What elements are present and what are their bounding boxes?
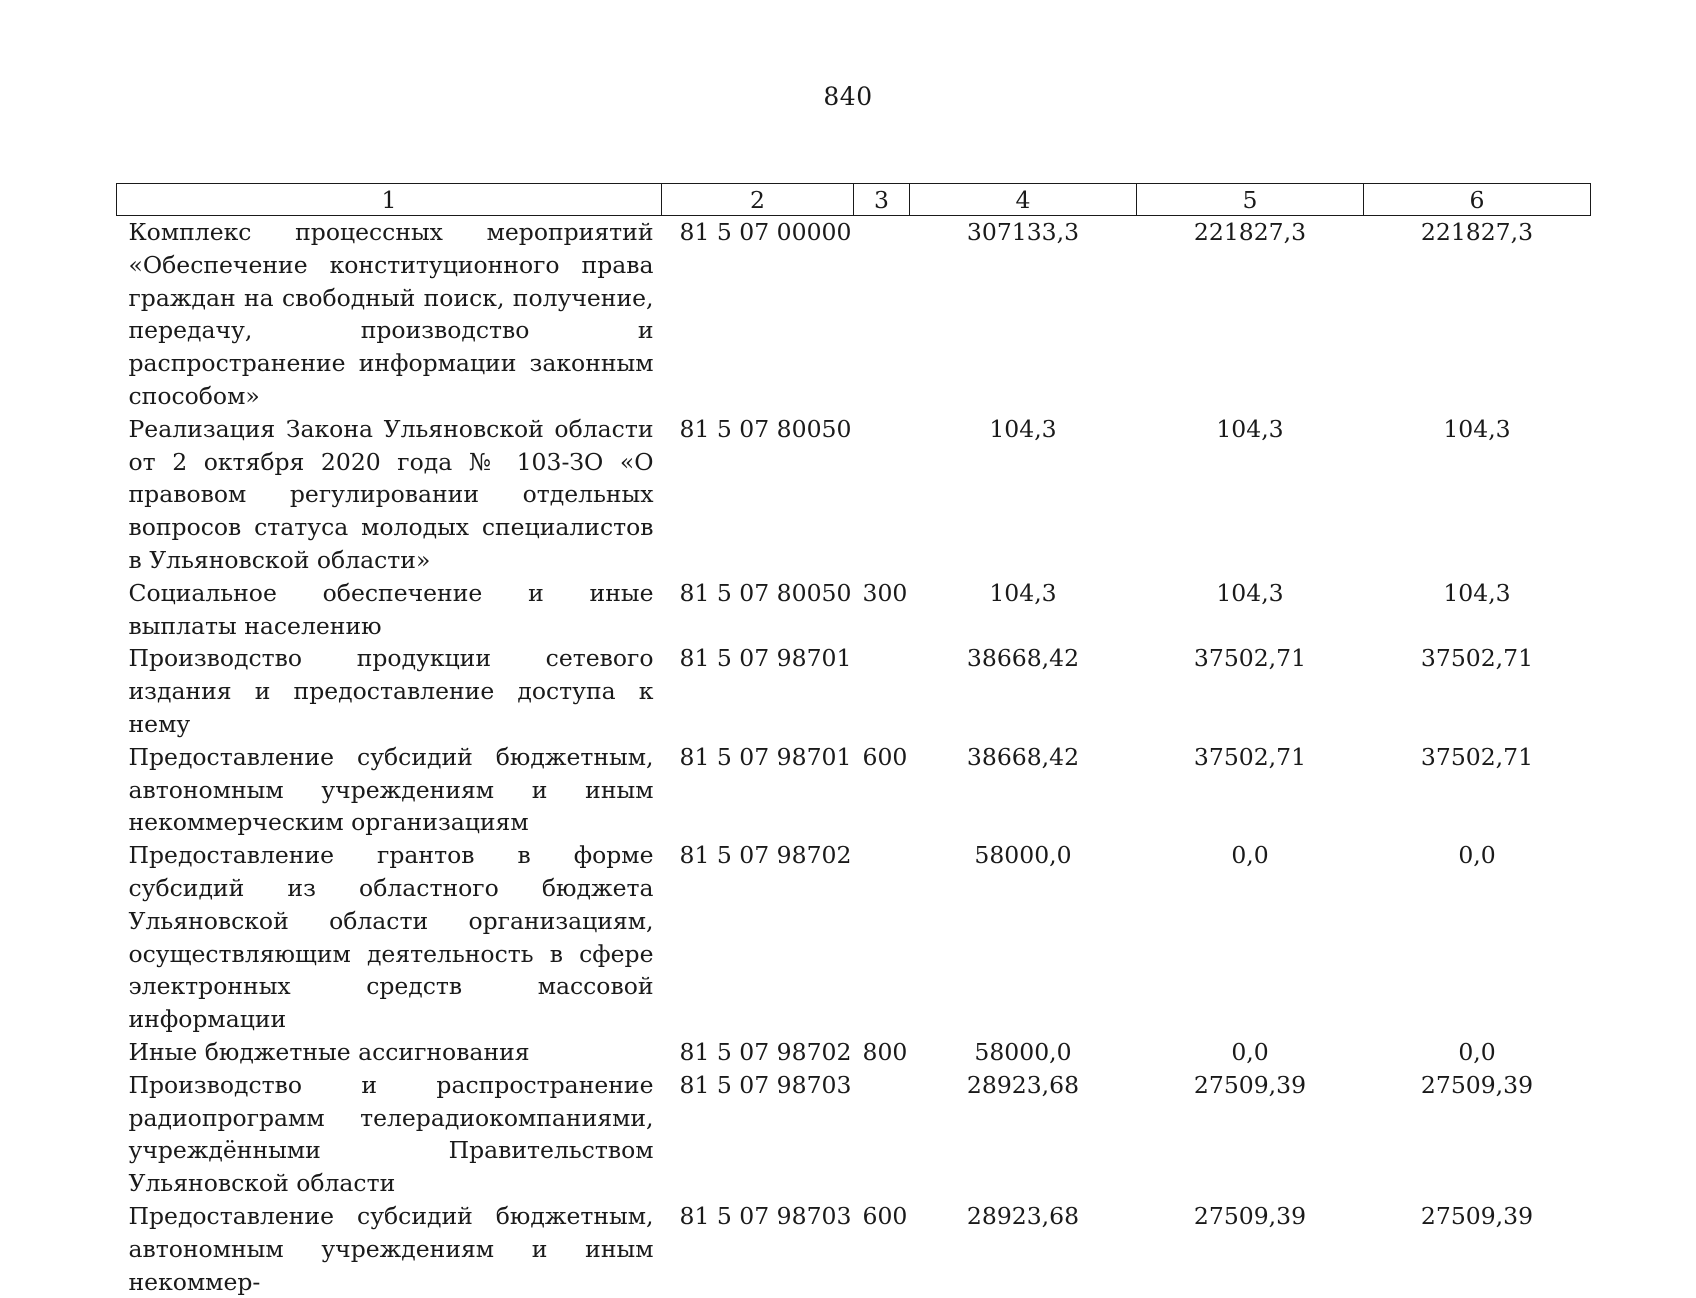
row-name: Производство продукции сетевого издания и предоставление доступа к нему — [128, 644, 654, 738]
row-type: 300 — [862, 578, 908, 607]
table-header-row — [117, 184, 1591, 216]
row-value-5: 0,0 — [1231, 1037, 1269, 1066]
row-value-4: 28923,68 — [966, 1070, 1080, 1099]
table-row — [117, 216, 1591, 413]
column-header: 3 — [854, 184, 910, 216]
row-name: Иные бюджетные ассигнования — [128, 1037, 530, 1066]
row-code: 81 5 07 98701 — [679, 742, 852, 771]
table-row — [117, 642, 1591, 740]
column-header: 1 — [117, 184, 662, 216]
row-name: Предоставление субсидий бюджетным, автономным учреждениям и иным некоммер- — [128, 1201, 654, 1296]
row-value-6: 104,3 — [1443, 578, 1511, 607]
row-name: Производство и распространение радиопрограмм телерадиокомпаниями, учреждёнными Правительством Ульяновской области — [128, 1070, 654, 1198]
column-header: 2 — [662, 184, 854, 216]
row-type: 600 — [862, 1201, 908, 1230]
row-code: 81 5 07 98703 — [679, 1201, 852, 1230]
row-value-4: 58000,0 — [974, 1037, 1072, 1066]
row-value-5: 104,3 — [1216, 578, 1284, 607]
table-row — [117, 1069, 1591, 1200]
row-value-5: 27509,39 — [1193, 1201, 1307, 1230]
row-value-4: 104,3 — [989, 578, 1057, 607]
row-type — [854, 839, 910, 1036]
row-code: 81 5 07 98702 — [679, 841, 852, 870]
row-value-4: 38668,42 — [966, 644, 1080, 673]
row-type — [854, 216, 910, 413]
row-value-6: 27509,39 — [1420, 1070, 1534, 1099]
row-code: 81 5 07 80050 — [679, 414, 852, 443]
row-name: Реализация Закона Ульяновской области от 2 октября 2020 года № 103-ЗО «О правовом регулировании отдельных вопросов статуса молодых специалистов в Ульяновской области» — [128, 414, 654, 574]
row-value-6: 221827,3 — [1420, 218, 1534, 246]
table-row — [117, 741, 1591, 839]
row-value-6: 37502,71 — [1420, 742, 1534, 771]
row-type — [854, 413, 910, 577]
row-value-6: 104,3 — [1443, 414, 1511, 443]
row-value-6: 37502,71 — [1420, 644, 1534, 673]
row-value-4: 307133,3 — [966, 218, 1080, 246]
row-value-4: 38668,42 — [966, 742, 1080, 771]
column-header: 6 — [1364, 184, 1591, 216]
budget-table — [116, 183, 1591, 1298]
column-header: 5 — [1137, 184, 1364, 216]
row-code: 81 5 07 00000 — [679, 218, 852, 246]
row-value-6: 0,0 — [1458, 1037, 1496, 1066]
table-row — [117, 413, 1591, 577]
row-value-5: 37502,71 — [1193, 644, 1307, 673]
row-type: 800 — [862, 1037, 908, 1066]
row-value-5: 221827,3 — [1193, 218, 1307, 246]
row-code: 81 5 07 98702 — [679, 1037, 852, 1066]
row-name: Социальное обеспечение и иные выплаты населению — [128, 578, 654, 640]
row-value-4: 104,3 — [989, 414, 1057, 443]
row-value-6: 27509,39 — [1420, 1201, 1534, 1230]
row-name: Предоставление субсидий бюджетным, автономным учреждениям и иным некоммерческим организациям — [128, 742, 654, 837]
row-code: 81 5 07 98701 — [679, 644, 852, 673]
row-value-6: 0,0 — [1458, 841, 1496, 870]
table-row — [117, 1036, 1591, 1069]
row-type: 600 — [862, 742, 908, 771]
row-code: 81 5 07 80050 — [679, 578, 852, 607]
row-code: 81 5 07 98703 — [679, 1070, 852, 1099]
row-value-5: 37502,71 — [1193, 742, 1307, 771]
row-value-5: 0,0 — [1231, 841, 1269, 870]
row-name: Комплекс процессных мероприятий «Обеспечение конституционного права граждан на свободный поиск, получение, передачу, производство и распространение информации законным способом» — [128, 218, 654, 410]
column-header: 4 — [910, 184, 1137, 216]
row-value-5: 104,3 — [1216, 414, 1284, 443]
page-number: 840 — [823, 82, 873, 111]
table-row — [117, 1200, 1591, 1298]
row-value-4: 28923,68 — [966, 1201, 1080, 1230]
row-value-4: 58000,0 — [974, 841, 1072, 870]
row-name: Предоставление грантов в форме субсидий из областного бюджета Ульяновской области организациям, осуществляющим деятельность в сфере электронных средств массовой информации — [128, 841, 654, 1034]
row-type — [854, 642, 910, 740]
row-value-5: 27509,39 — [1193, 1070, 1307, 1099]
table-row — [117, 839, 1591, 1036]
row-type — [854, 1069, 910, 1200]
table-row — [117, 577, 1591, 643]
